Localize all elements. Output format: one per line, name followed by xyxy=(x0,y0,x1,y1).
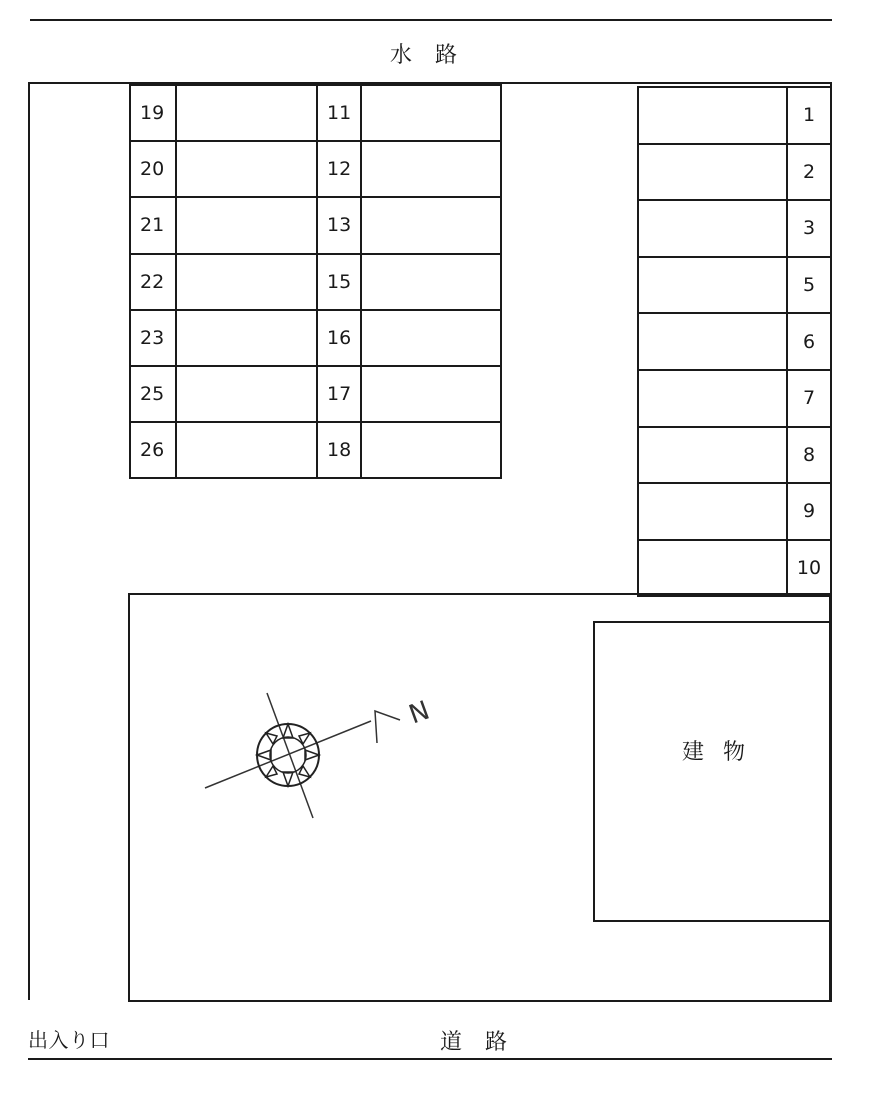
parking-stall-19 xyxy=(175,84,318,142)
stall-number-1: 1 xyxy=(786,86,832,145)
stall-number-11: 11 xyxy=(316,84,362,142)
parking-stall-20 xyxy=(175,140,318,198)
waterway-label: 水 路 xyxy=(390,43,458,68)
road-line xyxy=(28,1058,832,1060)
stall-number-20: 20 xyxy=(129,140,177,198)
building-label: 建 物 xyxy=(682,740,751,765)
parking-stall-5 xyxy=(637,256,788,315)
road-label: 道 路 xyxy=(440,1030,508,1055)
parking-stall-10 xyxy=(637,539,788,598)
stall-number-22: 22 xyxy=(129,253,177,311)
parking-stall-3 xyxy=(637,199,788,258)
stall-number-18: 18 xyxy=(316,421,362,479)
stall-number-13: 13 xyxy=(316,196,362,254)
stall-number-17: 17 xyxy=(316,365,362,423)
parking-stall-9 xyxy=(637,482,788,541)
parking-stall-7 xyxy=(637,369,788,428)
stall-number-6: 6 xyxy=(786,312,832,371)
stall-number-5: 5 xyxy=(786,256,832,315)
parking-stall-8 xyxy=(637,426,788,485)
parking-stall-22 xyxy=(175,253,318,311)
parking-stall-21 xyxy=(175,196,318,254)
parking-stall-26 xyxy=(175,421,318,479)
stall-number-15: 15 xyxy=(316,253,362,311)
stall-number-3: 3 xyxy=(786,199,832,258)
compass-icon xyxy=(195,685,445,825)
parking-stall-2 xyxy=(637,143,788,202)
parking-stall-17 xyxy=(360,365,502,423)
parking-stall-25 xyxy=(175,365,318,423)
parking-stall-11 xyxy=(360,84,502,142)
stall-number-25: 25 xyxy=(129,365,177,423)
stall-number-8: 8 xyxy=(786,426,832,485)
lot-left-border xyxy=(28,82,30,1000)
stall-number-26: 26 xyxy=(129,421,177,479)
building xyxy=(593,621,831,922)
parking-stall-12 xyxy=(360,140,502,198)
stall-number-19: 19 xyxy=(129,84,177,142)
entrance-label: 出入り口 xyxy=(28,1028,110,1052)
stall-number-10: 10 xyxy=(786,539,832,598)
parking-stall-18 xyxy=(360,421,502,479)
parking-stall-13 xyxy=(360,196,502,254)
parking-stall-23 xyxy=(175,309,318,367)
stall-number-21: 21 xyxy=(129,196,177,254)
stall-number-12: 12 xyxy=(316,140,362,198)
stall-number-2: 2 xyxy=(786,143,832,202)
parking-stall-6 xyxy=(637,312,788,371)
stall-number-16: 16 xyxy=(316,309,362,367)
north-label: N xyxy=(405,695,434,731)
waterway-line xyxy=(30,19,832,21)
stall-number-7: 7 xyxy=(786,369,832,428)
stall-number-9: 9 xyxy=(786,482,832,541)
stall-number-23: 23 xyxy=(129,309,177,367)
parking-stall-16 xyxy=(360,309,502,367)
parking-stall-1 xyxy=(637,86,788,145)
parking-stall-15 xyxy=(360,253,502,311)
